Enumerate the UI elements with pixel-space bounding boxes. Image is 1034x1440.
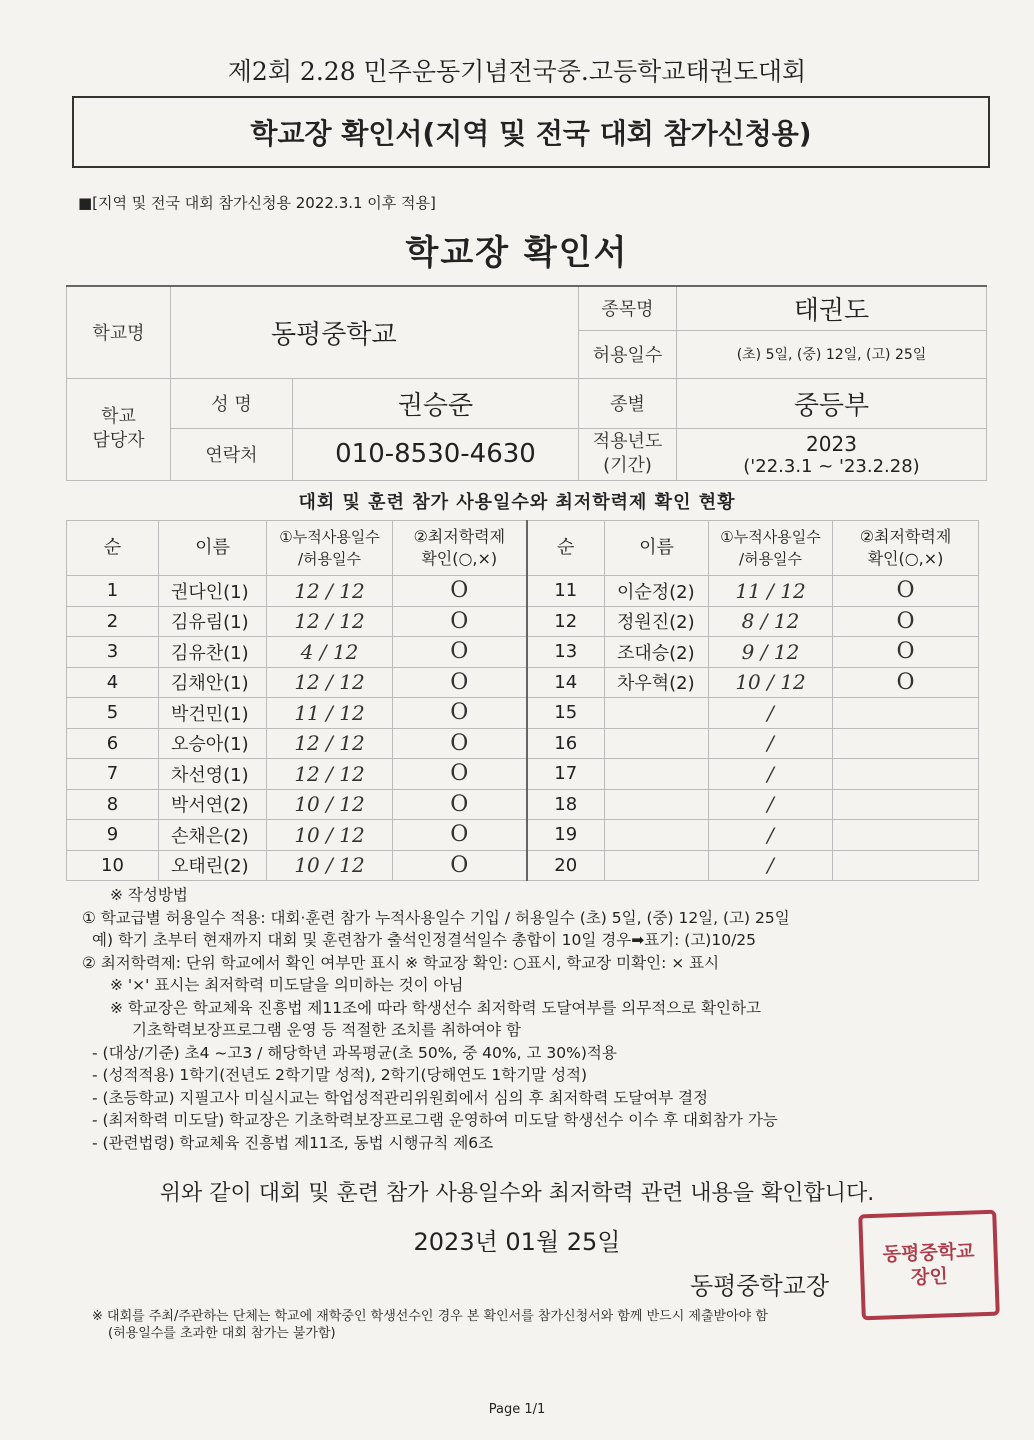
row-number: 18 <box>527 789 605 820</box>
header-name-right: 이름 <box>605 521 709 576</box>
row-number: 13 <box>527 637 605 668</box>
year-label: 적용년도 (기간) <box>579 428 677 480</box>
method-line-9: - (초등학교) 지필고사 미실시교는 학업성적관리위원회에서 심의 후 최저학력 도달여부 결정 <box>92 1088 709 1107</box>
method-line-7: - (대상/기준) 초4 ~고3 / 해당학년 과목평균(초 50%, 중 40%, 고 30%)적용 <box>92 1043 617 1062</box>
row-number: 5 <box>67 698 159 729</box>
banner-title <box>72 96 990 168</box>
athlete-name <box>605 820 709 851</box>
academic-check: O <box>393 576 527 607</box>
academic-check <box>833 820 979 851</box>
method-line-1: ① 학교급별 허용일수 적용: 대회·훈련 참가 누적사용일수 기입 / 허용일수 (초) 5일, (중) 12일, (고) 25일 <box>82 908 790 927</box>
method-line-4: ※ '×' 표시는 최저학력 미도달을 의미하는 것이 아님 <box>110 976 464 994</box>
row-number: 20 <box>527 850 605 881</box>
notice-text: ■[지역 및 전국 대회 참가신청용 2022.3.1 이후 적용] <box>78 194 436 212</box>
principal-name: 동평중학교장 <box>690 1272 830 1300</box>
days-used: / <box>709 820 833 851</box>
row-number: 11 <box>527 576 605 607</box>
days-used: 10 / 12 <box>709 667 833 698</box>
row-number: 7 <box>67 759 159 790</box>
academic-check <box>833 789 979 820</box>
days-used: / <box>709 698 833 729</box>
row-number: 9 <box>67 820 159 851</box>
table-row <box>67 606 979 637</box>
allowed-days-value: (초) 5일, (중) 12일, (고) 25일 <box>677 330 987 378</box>
table-row <box>67 850 979 881</box>
row-number: 3 <box>67 637 159 668</box>
row-number: 17 <box>527 759 605 790</box>
academic-check: O <box>393 759 527 790</box>
athlete-name: 김유림(1) <box>159 606 267 637</box>
contact-label: 연락처 <box>171 428 293 480</box>
method-line-6: 기초학력보장프로그램 운영 등 적절한 조치를 취하여야 함 <box>132 1021 521 1039</box>
academic-check <box>833 728 979 759</box>
athlete-name: 손채은(2) <box>159 820 267 851</box>
footnote-line-1: ※ 대회를 주최/주관하는 단체는 학교에 재학중인 학생선수인 경우 본 확인서를 참가신청서와 함께 반드시 제출받아야 함 <box>92 1309 768 1324</box>
athlete-name: 차선영(1) <box>159 759 267 790</box>
academic-check: O <box>393 667 527 698</box>
academic-check: O <box>393 789 527 820</box>
row-number: 14 <box>527 667 605 698</box>
row-number: 1 <box>67 576 159 607</box>
method-line-5: ※ 학교장은 학교체육 진흥법 제11조에 따라 학생선수 최저학력 도달여부를 의무적으로 확인하고 <box>110 998 761 1017</box>
year-value: 2023 <box>806 431 857 456</box>
days-used: 9 / 12 <box>709 637 833 668</box>
days-used: 12 / 12 <box>267 576 393 607</box>
section-title: 대회 및 훈련 참가 사용일수와 최저학력제 확인 현황 <box>298 492 736 513</box>
banner-title-text: 학교장 확인서(지역 및 전국 대회 참가신청용) <box>250 117 812 150</box>
header-name-left: 이름 <box>159 521 267 576</box>
contact-value: 010-8530-4630 <box>293 428 579 480</box>
academic-check <box>833 698 979 729</box>
days-used: 11 / 12 <box>267 698 393 729</box>
athlete-name: 정원진(2) <box>605 606 709 637</box>
days-used: / <box>709 728 833 759</box>
days-used: / <box>709 789 833 820</box>
method-line-8: - (성적적용) 1학기(전년도 2학기말 성적), 2학기(당해연도 1학기말 성적) <box>92 1066 588 1084</box>
athlete-name: 이순정(2) <box>605 576 709 607</box>
athlete-name: 김채안(1) <box>159 667 267 698</box>
days-used: 8 / 12 <box>709 606 833 637</box>
sport-label: 종목명 <box>579 286 677 330</box>
academic-check: O <box>833 606 979 637</box>
athlete-name <box>605 850 709 881</box>
method-line-3: ② 최저학력제: 단위 학교에서 확인 여부만 표시 ※ 학교장 확인: ○표시, 학교장 미확인: × 표시 <box>82 953 720 972</box>
athlete-name <box>605 789 709 820</box>
method-heading: ※ 작성방법 <box>110 886 188 904</box>
table-row <box>67 820 979 851</box>
academic-check: O <box>833 637 979 668</box>
header-no-left: 순 <box>67 521 159 576</box>
days-used: 12 / 12 <box>267 728 393 759</box>
days-used: 12 / 12 <box>267 606 393 637</box>
table-row <box>67 637 979 668</box>
days-used: 12 / 12 <box>267 759 393 790</box>
athlete-name: 박서연(2) <box>159 789 267 820</box>
academic-check <box>833 850 979 881</box>
days-used: 11 / 12 <box>709 576 833 607</box>
athlete-name: 오태린(2) <box>159 850 267 881</box>
academic-check: O <box>393 850 527 881</box>
header-no-right: 순 <box>527 521 605 576</box>
academic-check <box>833 759 979 790</box>
academic-check: O <box>833 576 979 607</box>
school-name-value: 동평중학교 <box>171 286 579 378</box>
table-row <box>67 667 979 698</box>
school-name-label: 학교명 <box>67 286 171 378</box>
row-number: 6 <box>67 728 159 759</box>
athlete-name: 박건민(1) <box>159 698 267 729</box>
method-line-10: - (최저학력 미도달) 학교장은 기초학력보장프로그램 운영하여 미도달 학생선수 이수 후 대회참가 가능 <box>92 1111 778 1129</box>
days-used: / <box>709 850 833 881</box>
seal-text: 동평중학교장인 <box>882 1240 975 1289</box>
header-academic-left: ②최저학력제 확인(○,×) <box>393 521 527 576</box>
method-line-11: - (관련법령) 학교체육 진흥법 제11조, 동법 시행규칙 제6조 <box>92 1133 494 1152</box>
footnote-line-2: (허용일수를 초과한 대회 참가는 불가함) <box>108 1326 336 1341</box>
days-used: 10 / 12 <box>267 850 393 881</box>
athlete-name <box>605 698 709 729</box>
academic-check: O <box>393 728 527 759</box>
athlete-table-body <box>67 576 979 881</box>
days-used: / <box>709 759 833 790</box>
table-row <box>67 576 979 607</box>
official-seal <box>858 1210 1000 1321</box>
athlete-table <box>66 520 979 881</box>
row-number: 16 <box>527 728 605 759</box>
period-value: ('22.3.1 ~ '23.2.28) <box>743 455 920 477</box>
table-row <box>67 728 979 759</box>
row-number: 4 <box>67 667 159 698</box>
sport-value: 태권도 <box>677 286 987 330</box>
manager-name-value: 권승준 <box>293 378 579 428</box>
academic-check: O <box>393 820 527 851</box>
division-label: 종별 <box>579 378 677 428</box>
row-number: 19 <box>527 820 605 851</box>
header-days-left: ①누적사용일수 /허용일수 <box>267 521 393 576</box>
days-used: 10 / 12 <box>267 820 393 851</box>
athlete-name: 김유찬(1) <box>159 637 267 668</box>
table-row <box>67 698 979 729</box>
days-used: 4 / 12 <box>267 637 393 668</box>
athlete-name: 오승아(1) <box>159 728 267 759</box>
athlete-name: 권다인(1) <box>159 576 267 607</box>
table-row <box>67 789 979 820</box>
days-used: 10 / 12 <box>267 789 393 820</box>
row-number: 12 <box>527 606 605 637</box>
academic-check: O <box>393 637 527 668</box>
row-number: 15 <box>527 698 605 729</box>
writing-instructions <box>82 884 982 1154</box>
manager-name-label: 성 명 <box>171 378 293 428</box>
academic-check: O <box>393 698 527 729</box>
confirmation-statement: 위와 같이 대회 및 훈련 참가 사용일수와 최저학력 관련 내용을 확인합니다. <box>159 1181 875 1206</box>
athlete-name <box>605 759 709 790</box>
athlete-name: 조대승(2) <box>605 637 709 668</box>
allowed-days-label: 허용일수 <box>579 330 677 378</box>
school-info-table <box>66 285 987 481</box>
row-number: 8 <box>67 789 159 820</box>
page-number: Page 1/1 <box>488 1402 546 1417</box>
table-row <box>67 759 979 790</box>
athlete-name <box>605 728 709 759</box>
year-cell <box>677 428 987 480</box>
method-line-2: 예) 학기 초부터 현재까지 대회 및 훈련참가 출석인정결석일수 총합이 10일 경우➡표기: (고)10/25 <box>92 931 757 949</box>
manager-label: 학교 담당자 <box>67 378 171 480</box>
header-days-right: ①누적사용일수 /허용일수 <box>709 521 833 576</box>
document-title: 학교장 확인서 <box>405 233 629 273</box>
header-academic-right: ②최저학력제 확인(○,×) <box>833 521 979 576</box>
row-number: 10 <box>67 850 159 881</box>
academic-check: O <box>393 606 527 637</box>
footnote <box>92 1308 972 1342</box>
academic-check: O <box>833 667 979 698</box>
document-date: 2023년 01월 25일 <box>413 1228 621 1256</box>
days-used: 12 / 12 <box>267 667 393 698</box>
athlete-name: 차우혁(2) <box>605 667 709 698</box>
division-value: 중등부 <box>677 378 987 428</box>
event-title: 제2회 2.28 민주운동기념전국중.고등학교태권도대회 <box>227 57 807 86</box>
row-number: 2 <box>67 606 159 637</box>
